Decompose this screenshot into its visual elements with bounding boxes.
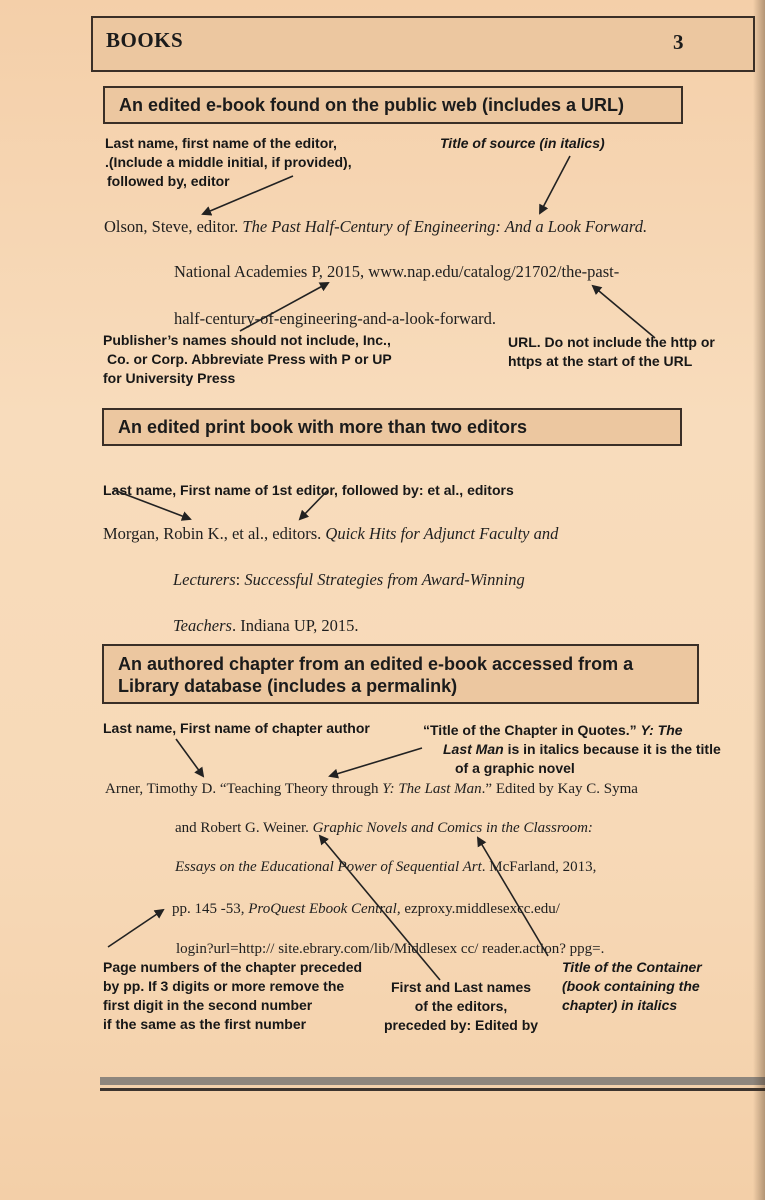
section-heading-ebook — [103, 86, 683, 124]
citation-arner-line5: login?url=http:// site.ebrary.com/lib/Middlesex cc/ reader.action? ppg=. — [176, 941, 605, 957]
section-heading-chapter — [102, 644, 699, 704]
section-heading-print-book — [102, 408, 682, 446]
section-heading-text: An edited e-book found on the public web (includes a URL) — [119, 95, 624, 115]
citation-morgan-line2: Lecturers: Successful Strategies from Award-Winning — [173, 570, 525, 589]
note-chapter-author: Last name, First name of chapter author — [103, 720, 370, 736]
page-number: 3 — [673, 30, 684, 54]
citation-morgan-line3: Teachers. Indiana UP, 2015. — [173, 616, 359, 635]
citation-olson-line2: National Academies P, 2015, www.nap.edu/catalog/21702/the-past- — [174, 262, 620, 281]
note-first-editor: Last name, First name of 1st editor, followed by: et al., editors — [103, 482, 514, 498]
note-page-numbers: Page numbers of the chapter preceded by pp. If 3 digits or more remove the first digit in the second number if the same as the first number — [103, 959, 363, 1032]
section-heading-text: An edited print book with more than two editors — [118, 417, 527, 437]
page-edge-shadow — [753, 0, 765, 1200]
citation-olson-line3: half-century-of-engineering-and-a-look-forward. — [174, 309, 497, 328]
note-title-of-source: Title of source (in italics) — [440, 135, 605, 151]
citation-arner-line3: Essays on the Educational Power of Sequential Art. McFarland, 2013, — [175, 859, 597, 875]
citation-arner-line2: and Robert G. Weiner. Graphic Novels and Comics in the Classroom: — [175, 820, 593, 836]
page-title: BOOKS — [106, 28, 184, 52]
citation-arner-line1: Arner, Timothy D. “Teaching Theory through Y: The Last Man.” Edited by Kay C. Syma — [105, 781, 638, 797]
note-container-title: Title of the Container (book containing the chapter) in italics — [562, 959, 702, 1013]
note-editor-name: Last name, first name of the editor, .(Include a middle initial, if provided), followed by, editor — [105, 135, 352, 189]
header-box — [91, 16, 755, 72]
note-editors: First and Last names of the editors, preceded by: Edited by — [384, 979, 539, 1033]
citation-olson-line1: Olson, Steve, editor. The Past Half-Century of Engineering: And a Look Forward. — [104, 217, 648, 236]
footer-rule-thick — [100, 1077, 765, 1085]
footer-rule-thin — [100, 1088, 765, 1091]
section-heading-text-line2: Library database (includes a permalink) — [118, 676, 458, 696]
citation-arner-line4: pp. 145 -53, ProQuest Ebook Central, ezproxy.middlesexcc.edu/ — [172, 901, 560, 917]
citation-morgan-line1: Morgan, Robin K., et al., editors. Quick Hits for Adjunct Faculty and — [103, 524, 559, 543]
note-chapter-title: “Title of the Chapter in Quotes.” Y: The Last Man is in italics because it is the title of a graphic novel — [423, 722, 721, 776]
section-heading-text-line1: An authored chapter from an edited e-book accessed from a — [118, 654, 634, 674]
note-url: URL. Do not include the http or https at the start of the URL — [508, 334, 715, 369]
note-publisher: Publisher’s names should not include, Inc., Co. or Corp. Abbreviate Press with P or UP for University Press — [103, 332, 392, 386]
